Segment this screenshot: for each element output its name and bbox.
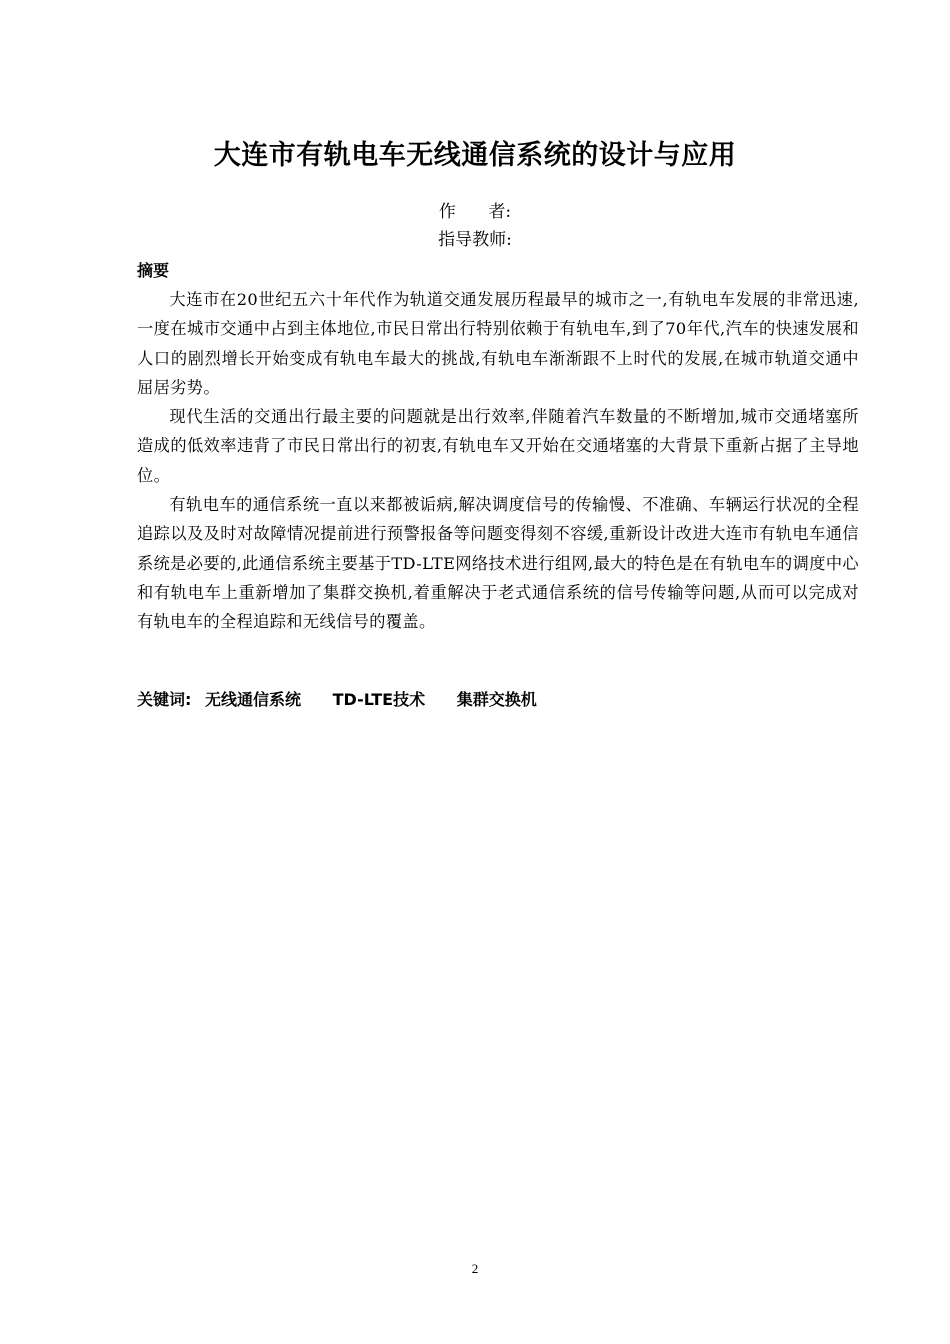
abstract-paragraph: 有轨电车的通信系统一直以来都被诟病,解决调度信号的传输慢、不准确、车辆运行状况的全程追踪以及及时对故障情况提前进行预警报备等问题变得刻不容缓,重新设计改进大连市有轨电车通信系统是必要的,此通信系统主要基于TD-LTE网络技术进行组网,最大的特色是在有轨电车的调度中心和有轨电车上重新增加了集群交换机,着重解决于老式通信系统的信号传输等问题,从而可以完成对有轨电车的全程追踪和无线信号的覆盖。 [137,495,859,632]
author-label: 作 者: [438,202,512,222]
document-title: 大连市有轨电车无线通信系统的设计与应用 [213,140,737,171]
abstract-paragraph: 大连市在20世纪五六十年代作为轨道交通发展历程最早的城市之一,有轨电车发展的非常迅速,一度在城市交通中占到主体地位,市民日常出行特别依赖于有轨电车,到了70年代,汽车的快速发展和人口的剧烈增长开始变成有轨电车最大的挑战,有轨电车渐渐跟不上时代的发展,在城市轨道交通中屈居劣势。 [137,290,859,397]
abstract-paragraph: 现代生活的交通出行最主要的问题就是出行效率,伴随着汽车数量的不断增加,城市交通堵塞所造成的低效率违背了市民日常出行的初衷,有轨电车又开始在交通堵塞的大背景下重新占据了主导地位。 [137,407,859,485]
advisor-line [0,227,950,253]
keywords-label: 关键词: [137,690,192,709]
page-number: 2 [471,1261,479,1276]
advisor-label: 指导教师: [438,230,512,250]
keyword: TD-LTE技术 [332,690,426,709]
author-line [0,199,950,225]
keywords-line [137,686,859,714]
keyword: 集群交换机 [456,690,537,709]
abstract-body [137,285,859,637]
keyword: 无线通信系统 [204,690,301,709]
abstract-heading: 摘要 [137,261,170,280]
